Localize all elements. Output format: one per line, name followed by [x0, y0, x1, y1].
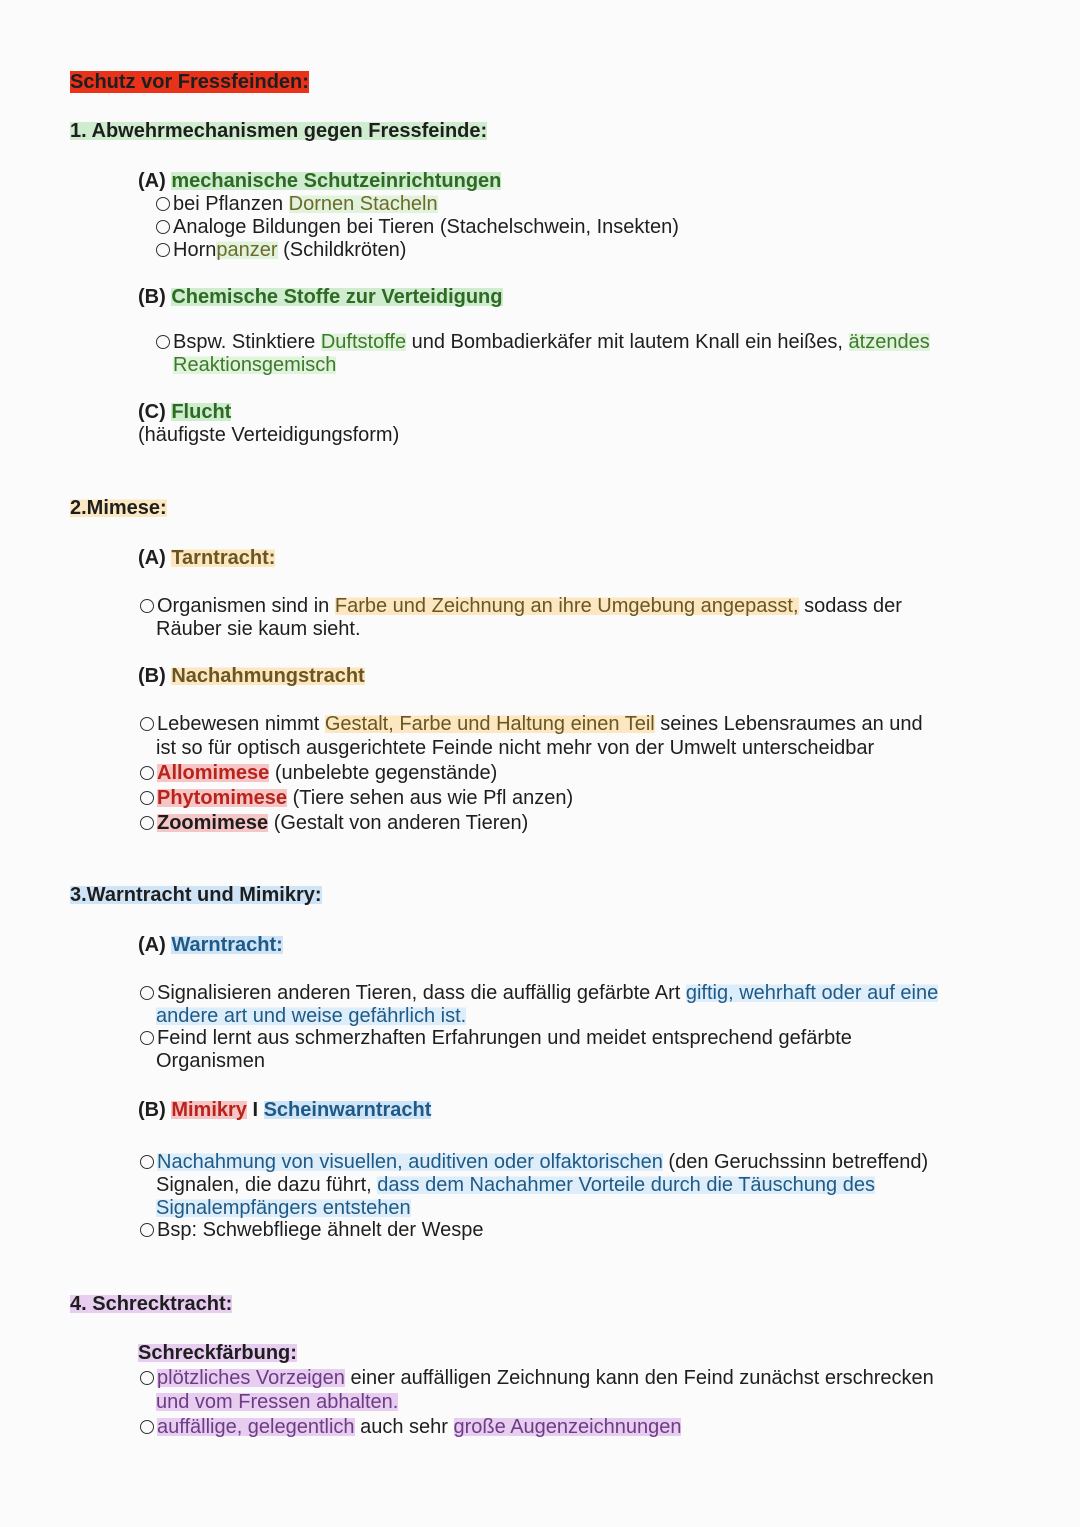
section-2a-heading: [138, 546, 275, 570]
list-item: [140, 1218, 484, 1242]
highlight: auffällige, gelegentlich: [157, 1416, 355, 1438]
title-1b: Chemische Stoffe zur Verteidigung: [171, 286, 503, 308]
text: (unbelebte gegenstände): [269, 762, 498, 784]
text: (Schildkröten): [277, 239, 407, 261]
highlight: ätzendes: [848, 331, 930, 353]
text: Räuber sie kaum sieht.: [156, 618, 361, 640]
list-item-continuation: [156, 1004, 466, 1028]
text: Feind lernt aus schmerzhaften Erfahrungen und meidet entsprechend gefärbte: [157, 1027, 852, 1049]
section-3-heading: [70, 883, 322, 907]
text: seines Lebensraumes an und: [654, 713, 923, 735]
highlight: Dornen Stacheln: [288, 193, 438, 215]
list-item-continuation: [173, 353, 336, 377]
title-1c: Flucht: [171, 401, 232, 423]
list-item-continuation: [156, 1049, 265, 1073]
text: (den Geruchssinn betreffend): [662, 1151, 929, 1173]
section-2b-heading: [138, 664, 365, 688]
text: auch sehr: [354, 1416, 454, 1438]
title-2b: Nachahmungstracht: [171, 665, 365, 687]
bullet-icon: [140, 1031, 154, 1045]
list-item: [156, 215, 679, 239]
text: Bspw. Stinktiere: [173, 331, 321, 353]
list-item: [156, 330, 930, 354]
section-4-subheading: [138, 1341, 297, 1365]
list-item-continuation: [156, 736, 874, 760]
label-3b: (B): [138, 1099, 166, 1121]
list-item: [140, 594, 902, 618]
separator: I: [246, 1099, 264, 1121]
highlight: Farbe und Zeichnung an ihre Umgebung angepasst,: [334, 595, 799, 617]
section-4-sub-text: Schreckfärbung:: [138, 1342, 297, 1364]
highlight: giftig, wehrhaft oder auf eine: [685, 982, 939, 1004]
title-2a: Tarntracht:: [171, 547, 276, 569]
text: Signalisieren anderen Tieren, dass die auffällig gefärbte Art: [157, 982, 686, 1004]
bullet-icon: [140, 791, 154, 805]
label-2b: (B): [138, 665, 166, 687]
list-item-continuation: [156, 1390, 398, 1414]
text: Organismen sind in: [157, 595, 335, 617]
text: Bsp: Schwebfliege ähnelt der Wespe: [157, 1219, 484, 1241]
highlight: panzer: [216, 239, 278, 261]
section-2-heading: [70, 496, 167, 520]
title-3b-scheinwarntracht: Scheinwarntracht: [263, 1099, 432, 1121]
bullet-icon: [140, 816, 154, 830]
text: (Tiere sehen aus wie Pfl anzen): [287, 787, 574, 809]
highlight: andere art und weise gefährlich ist.: [156, 1005, 467, 1027]
section-1-heading-text: 1. Abwehrmechanismen gegen Fressfeinde:: [70, 120, 488, 142]
bullet-icon: [140, 1223, 154, 1237]
list-item: [140, 1366, 934, 1390]
section-1-heading: [70, 119, 487, 143]
section-4-heading: [70, 1292, 232, 1316]
highlight: Duftstoffe: [320, 331, 407, 353]
bullet-icon: [140, 1155, 154, 1169]
text: Lebewesen nimmt: [157, 713, 325, 735]
label-2a: (A): [138, 547, 166, 569]
text: Signalen, die dazu führt,: [156, 1174, 378, 1196]
highlight: und vom Fressen abhalten.: [156, 1391, 399, 1413]
highlight: große Augenzeichnungen: [453, 1416, 682, 1438]
highlight: dass dem Nachahmer Vorteile durch die Täuschung des: [377, 1174, 875, 1196]
list-item: [140, 786, 573, 810]
section-3-heading-text: 3.Warntracht und Mimikry:: [70, 884, 322, 906]
list-item-continuation: [156, 617, 361, 641]
bullet-icon: [140, 599, 154, 613]
bullet-icon: [156, 243, 170, 257]
text: (Gestalt von anderen Tieren): [268, 812, 529, 834]
section-4-heading-text: 4. Schrecktracht:: [70, 1293, 233, 1315]
text: Horn: [173, 239, 217, 261]
list-item: [140, 1026, 852, 1050]
section-3b-heading: [138, 1098, 431, 1122]
title-3a: Warntracht:: [171, 934, 283, 956]
list-item: [156, 192, 438, 216]
highlight: Gestalt, Farbe und Haltung einen Teil: [324, 713, 655, 735]
list-item: [140, 811, 528, 835]
list-item: [140, 761, 497, 785]
section-2-heading-text: 2.Mimese:: [70, 497, 167, 519]
list-item: [140, 981, 938, 1005]
label-1b: (B): [138, 286, 166, 308]
page-title-text: Schutz vor Fressfeinden:: [70, 71, 309, 93]
text: Organismen: [156, 1050, 265, 1072]
bullet-icon: [140, 766, 154, 780]
bullet-icon: [156, 220, 170, 234]
highlight: Nachahmung von visuellen, auditiven oder olfaktorischen: [157, 1151, 663, 1173]
section-1c-heading: [138, 400, 231, 424]
text: ist so für optisch ausgerichtete Feinde nicht mehr von der Umwelt unterscheidbar: [156, 737, 875, 759]
text: Analoge Bildungen bei Tieren (Stachelschwein, Insekten): [173, 216, 679, 238]
list-item-continuation: [156, 1173, 875, 1197]
text: bei Pflanzen: [173, 193, 289, 215]
bullet-icon: [140, 1420, 154, 1434]
section-1a-heading: [138, 169, 501, 193]
list-item: [140, 1150, 928, 1174]
bullet-icon: [140, 717, 154, 731]
bullet-icon: [156, 197, 170, 211]
text: einer auffälligen Zeichnung kann den Feind zunächst erschrecken: [344, 1367, 934, 1389]
list-item-continuation: [156, 1196, 411, 1220]
term-allomimese: Allomimese: [157, 762, 270, 784]
term-zoomimese: Zoomimese: [157, 812, 269, 834]
label-1a: (A): [138, 170, 166, 192]
term-phytomimese: Phytomimese: [157, 787, 288, 809]
highlight: Reaktionsgemisch: [173, 354, 337, 376]
text: sodass der: [798, 595, 902, 617]
title-3b-mimikry: Mimikry: [171, 1099, 247, 1121]
section-1b-heading: [138, 285, 503, 309]
bullet-icon: [156, 335, 170, 349]
highlight: Signalempfängers entstehen: [156, 1197, 411, 1219]
label-3a: (A): [138, 934, 166, 956]
list-item: [140, 712, 923, 736]
highlight: plötzliches Vorzeigen: [157, 1367, 345, 1389]
section-1c-sub: [138, 423, 399, 447]
bullet-icon: [140, 1371, 154, 1385]
title-1a: mechanische Schutzeinrichtungen: [171, 170, 502, 192]
section-3a-heading: [138, 933, 283, 957]
bullet-icon: [140, 986, 154, 1000]
page-title: [70, 70, 309, 94]
list-item: [140, 1415, 681, 1439]
text: (häufigste Verteidigungsform): [138, 424, 400, 446]
list-item: [156, 238, 406, 262]
label-1c: (C): [138, 401, 166, 423]
text: und Bombadierkäfer mit lautem Knall ein heißes,: [406, 331, 849, 353]
